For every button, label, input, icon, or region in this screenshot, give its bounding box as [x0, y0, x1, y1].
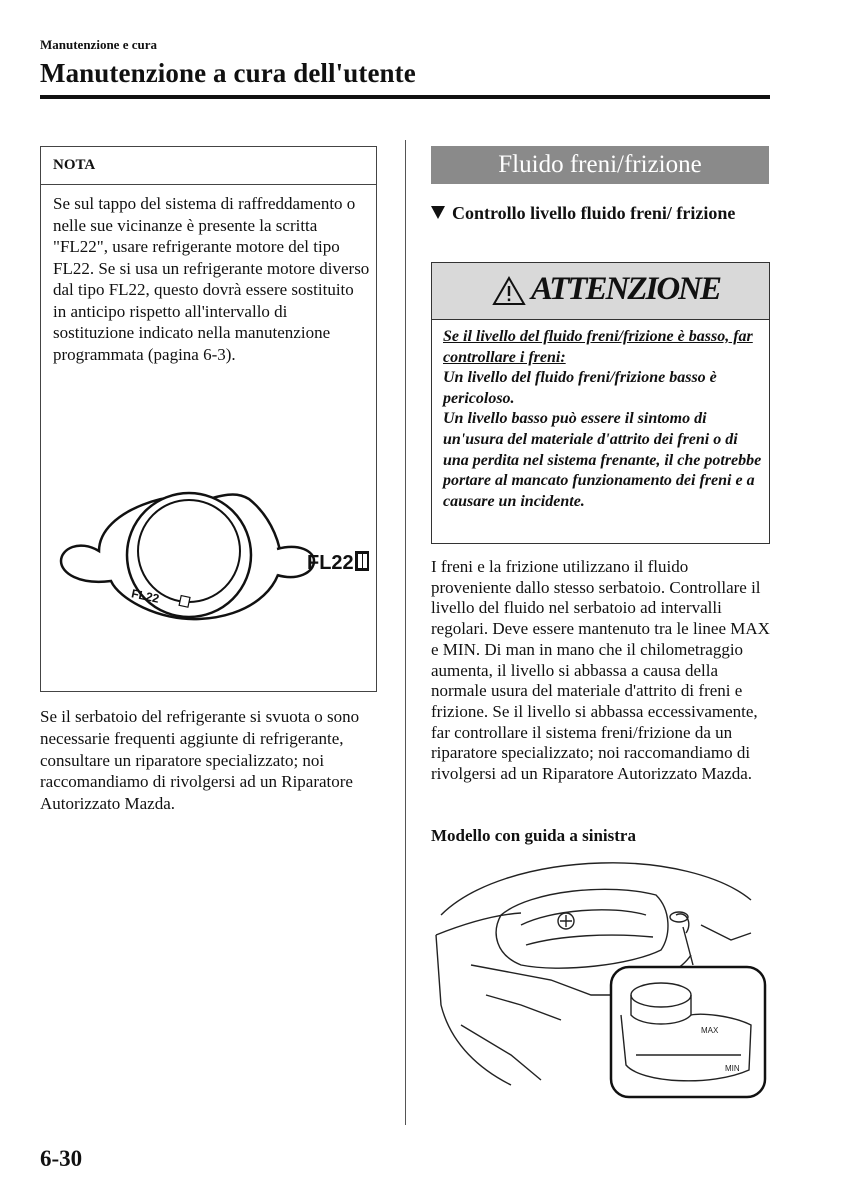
coolant-paragraph: Se il serbatoio del refrigerante si svuota o sono necessarie frequenti aggiunte di refrigerante, consultare un riparatore specializzato; noi raccomandiamo di rivolgersi ad un Riparatore Autorizzato Mazda. — [40, 707, 360, 814]
fl22-badge-label: FL22 — [307, 552, 354, 574]
warning-text-2: Un livello basso può essere il sintomo di un'usura del materiale d'attrito dei freni o di una perdita nel sistema frenante, il che potrebbe portare al mancato funzionamento dei freni e a causare un incidente. — [443, 410, 762, 510]
warning-body — [443, 327, 765, 512]
warning-text-1: Un livello del fluido freni/frizione basso è pericoloso. — [443, 369, 717, 407]
brake-fluid-paragraph: I freni e la frizione utilizzano il fluido proveniente dallo stesso serbatoio. Controllare il livello del fluido nel serbatoio ad intervalli regolari. Deve essere mantenuto tra le linee MAX e MIN. Di man in mano che il chilometraggio aumenta, il livello si abbassa a causa della normale usura del materiale d'attrito di freni e frizione. Se il livello si abbassa eccessivamente, far controllare il sistema freni/frizione da un riparatore specializzato; noi raccomandiamo di rivolgersi ad un Riparatore Autorizzato Mazda. — [431, 557, 770, 784]
section-banner: Fluido freni/frizione — [431, 146, 769, 184]
note-text: Se sul tappo del sistema di raffreddamento o nelle sue vicinanze è presente la scritta "FL22", usare refrigerante motore del tipo FL22. Se si usa un refrigerante motore diverso dal tipo FL22, questo dovrà essere sostituito in anticipo rispetto all'intervallo di sostituzione indicato nella manutenzione programmata (pagina 6-3). — [53, 194, 370, 364]
column-divider — [405, 140, 406, 1125]
radiator-cap-illustration — [59, 489, 369, 629]
warning-underlined: Se il livello del fluido freni/frizione è basso, far controllare i freni: — [443, 328, 753, 366]
warning-title: ATTENZIONE — [531, 271, 721, 307]
page-number: 6-30 — [40, 1146, 83, 1171]
warning-triangle-icon — [492, 276, 526, 306]
note-header — [41, 147, 376, 185]
reservoir-max-label: MAX — [701, 1026, 719, 1035]
page-title: Manutenzione a cura dell'utente — [40, 58, 416, 88]
manual-book-icon — [355, 551, 369, 571]
subheading-text: Controllo livello fluido freni/ frizione — [452, 203, 736, 223]
reservoir-min-label: MIN — [725, 1064, 740, 1073]
cap-label: FL22 — [130, 586, 161, 606]
engine-bay-illustration — [431, 855, 769, 1100]
subheading — [431, 201, 771, 225]
warning-header — [432, 263, 769, 320]
note-heading: NOTA — [53, 157, 96, 173]
note-box — [40, 146, 377, 692]
model-label: Modello con guida a sinistra — [431, 826, 636, 845]
warning-box — [431, 262, 770, 544]
section-label: Manutenzione e cura — [40, 37, 157, 52]
triangle-marker-icon — [431, 206, 445, 219]
title-rule — [40, 95, 770, 99]
